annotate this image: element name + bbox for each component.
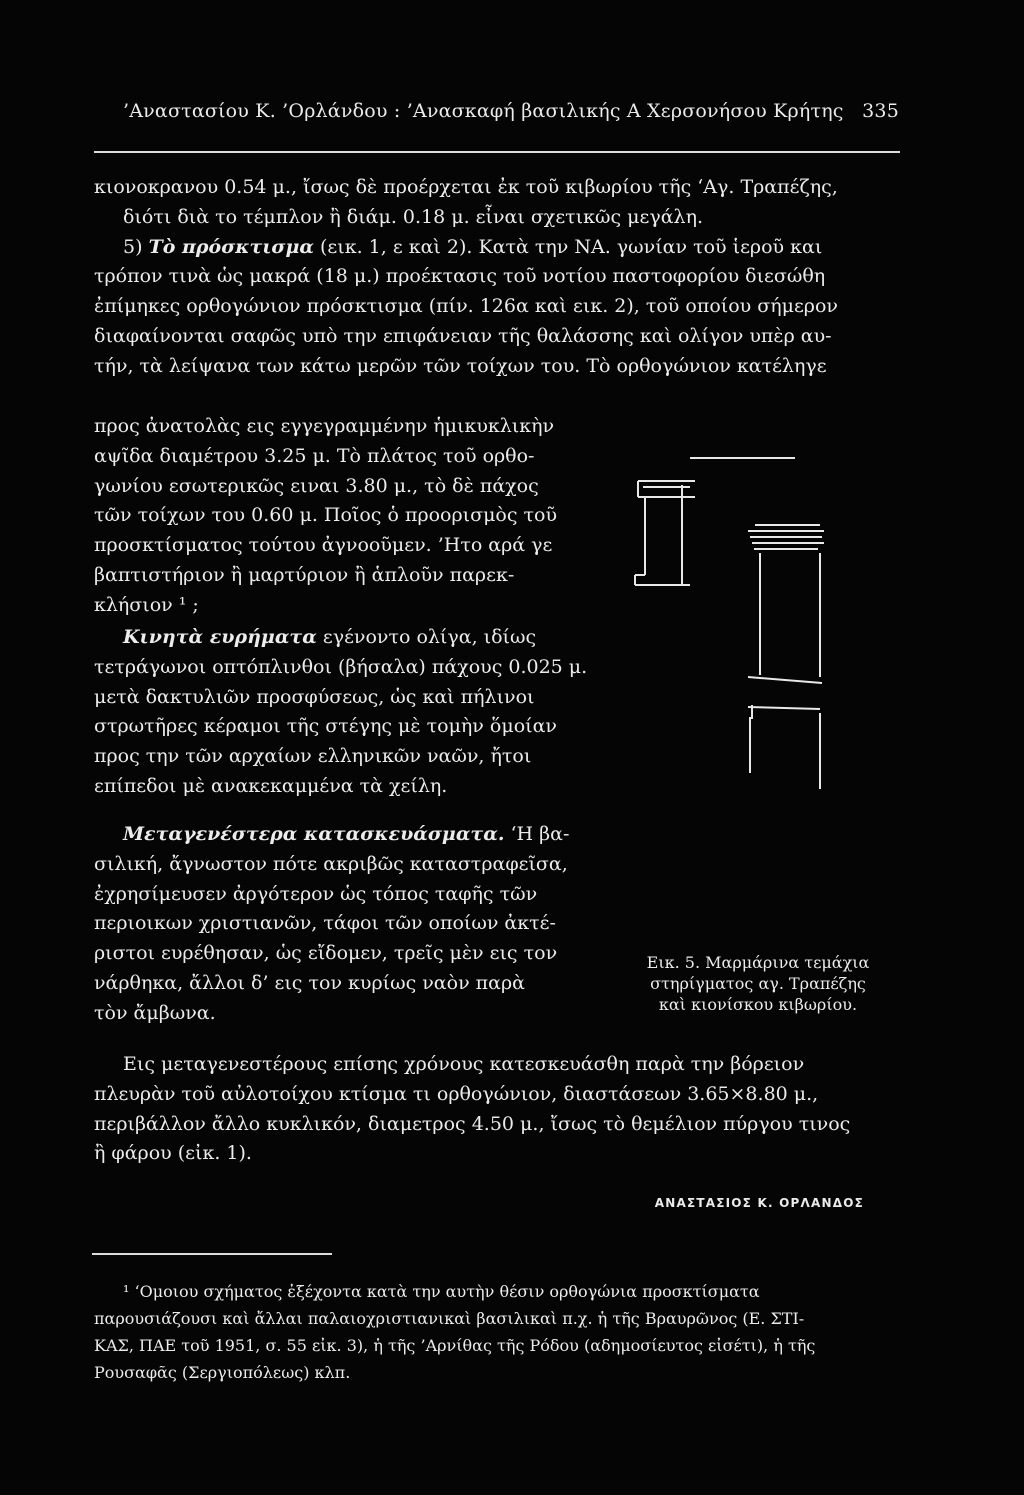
header-title: ’Αναστασίου Κ. ’Ορλάνδου : ’Ανασκαφή βασιλικής Α Χερσονήσου Κρήτης — [123, 100, 844, 122]
author-signature: ΑΝΑΣΤΑΣΙΟΣ Κ. ΟΡΛΑΝΔΟΣ — [654, 1196, 864, 1210]
column-lower-top — [748, 707, 820, 709]
text-line: ‘Η βα- — [504, 823, 570, 845]
column-base — [748, 677, 822, 683]
figure-5-drawing — [610, 455, 920, 975]
later-heading-line — [94, 820, 614, 850]
text-line: Εις μεταγενεστέρους επίσης χρόνους κατεσκευάσθη παρὰ την βόρειον — [123, 1053, 805, 1075]
caption-line: καὶ κιονίσκου κιβωρίου. — [658, 995, 858, 1014]
text-line: τήν, τὰ λείψανα των κάτω μερῶν τῶν τοίχων του. Τὸ ορθογώνιον κατέληγε — [94, 354, 827, 377]
text-line: διότι διὰ το τέμπλον ἢ διάμ. 0.18 μ. εἶναι σχετικῶς μεγάλη. — [123, 205, 704, 228]
text-line: διαφαίνονται σαφῶς υπὸ την επιφάνειαν τῆς θαλάσσης καὶ ολίγον υπὲρ αυ- — [94, 324, 832, 347]
text-line: τετράγωνοι οπτόπλινθοι (βήσαλα) πάχους 0.025 μ. — [94, 655, 588, 678]
text-line: γωνίου εσωτερικῶς ειναι 3.80 μ., τὸ δὲ πάχος — [94, 474, 539, 497]
footnote-rule — [92, 1253, 332, 1255]
text-line: (εικ. 1, ε καὶ 2). Κατὰ την ΝΑ. γωνίαν τοῦ ἱεροῦ και — [313, 235, 823, 258]
footnote-line: παρουσιάζουσι καὶ ἄλλαι παλαιοχριστιανικαὶ βασιλικαὶ π.χ. ἡ τῆς Βραυρῶνος (Ε. ΣΤΙ- — [94, 1309, 805, 1328]
text-line: περιοικων χριστιανῶν, τάφοι τῶν οποίων ἀκτέ- — [94, 912, 556, 935]
footnote-line: ΚΑΣ, ΠΑΕ τοῦ 1951, σ. 55 εἰκ. 3), ἡ τῆς ’Αρνίθας τῆς Ρόδου (αδημοσίευτος εἰσέτι), ἡ τῆς — [94, 1336, 816, 1355]
section-heading: Μεταγενέστερα κατασκευάσματα. — [123, 823, 505, 845]
text-line: ἢ φάρου (εἰκ. 1). — [94, 1142, 252, 1165]
text-line: κιονοκρανου 0.54 μ., ἴσως δὲ προέρχεται ἐκ τοῦ κιβωρίου τῆς ‘Αγ. Τραπέζης, — [94, 176, 838, 198]
figure-caption — [608, 952, 908, 1015]
text-line: μετὰ δακτυλιῶν προσφύσεως, ὡς καὶ πήλινοι — [94, 685, 535, 708]
footnote — [94, 1278, 904, 1386]
later-constructions-paragraph — [94, 820, 614, 1029]
text-line: τῶν τοίχων του 0.60 μ. Ποῖος ὁ προορισμὸς τοῦ — [94, 504, 558, 527]
caption-line: Εικ. 5. Μαρμάρινα τεμάχια — [646, 953, 870, 972]
text-line: προσκτίσματος τούτου ἀγνοοῦμεν. ’Ητο αρά γε — [94, 534, 553, 557]
text-line: κλήσιον ¹ ; — [94, 593, 199, 616]
caption-line: στηρίγματος αγ. Τραπέζης — [650, 974, 866, 993]
text-line: σιλική, ἄγνωστον πότε ακριβῶς καταστραφεῖσα, — [94, 852, 568, 875]
text-line: ἐχρησίμευσεν ἀργότερον ὡς τόπος ταφῆς τῶν — [94, 882, 538, 905]
wrapped-text — [94, 412, 614, 621]
text-line: τρόπον τινὰ ὡς μακρά (18 μ.) προέκτασις τοῦ νοτίου παστοφορίου διεσώθη — [94, 265, 826, 288]
text-line: επίπεδοι μὲ ανακεκαμμένα τὰ χείλη. — [94, 774, 448, 797]
text-line: νάρθηκα, ἄλλοι δ’ εις τον κυρίως ναὸν παρὰ — [94, 971, 525, 994]
final-paragraph — [94, 1050, 904, 1169]
text-line: προς ἀνατολὰς εις εγγεγραμμένην ἡμικυκλικὴν — [94, 415, 555, 437]
section-heading: Κινητὰ ευρήματα — [123, 626, 317, 648]
text-line: ριστοι ευρέθησαν, ὡς εἴδομεν, τρεῖς μὲν εις τον — [94, 942, 558, 965]
header-rule — [94, 151, 900, 153]
main-text — [94, 173, 904, 382]
section-heading: Τὸ πρόσκτισμα — [148, 235, 314, 258]
text-line: στρωτῆρες κέραμοι τῆς στέγης μὲ τομὴν ὅμοίαν — [94, 715, 557, 738]
text-line: προς την τῶν αρχαίων ελληνικῶν ναῶν, ἤτοι — [94, 745, 532, 768]
text-line: εγένοντο ολίγα, ιδίως — [316, 626, 537, 648]
page-number: 335 — [862, 100, 899, 122]
footnote-line: ¹ ‘Ομοιου σχήματος ἐξέχοντα κατὰ την αυτὴν θέσιν ορθογώνια προσκτίσματα — [123, 1282, 760, 1301]
section-5-heading-line — [94, 233, 904, 263]
text-line: πλευρὰν τοῦ αὐλοτοίχου κτίσμα τι ορθογώνιον, διαστάσεων 3.65×8.80 μ., — [94, 1082, 819, 1105]
text-line: τὸν ἄμβωνα. — [94, 1001, 216, 1024]
footnote-line: Ρουσαφᾶς (Σεργιοπόλεως) κλπ. — [94, 1363, 351, 1382]
text-line: αψῖδα διαμέτρου 3.25 μ. Τὸ πλάτος τοῦ ορθο- — [94, 444, 535, 467]
section-number: 5) — [123, 235, 143, 258]
text-line: περιβάλλον ἄλλο κυκλικόν, διαμετρος 4.50 μ., ἴσως τὸ θεμέλιον πύργου τινος — [94, 1112, 851, 1135]
text-line: ἐπίμηκες ορθογώνιον πρόσκτισμα (πίν. 126α καὶ εικ. 2), τοῦ οποίου σήμερον — [94, 295, 838, 318]
text-line: βαπτιστήριον ἢ μαρτύριον ἢ ἁπλοῦν παρεκ- — [94, 563, 515, 586]
